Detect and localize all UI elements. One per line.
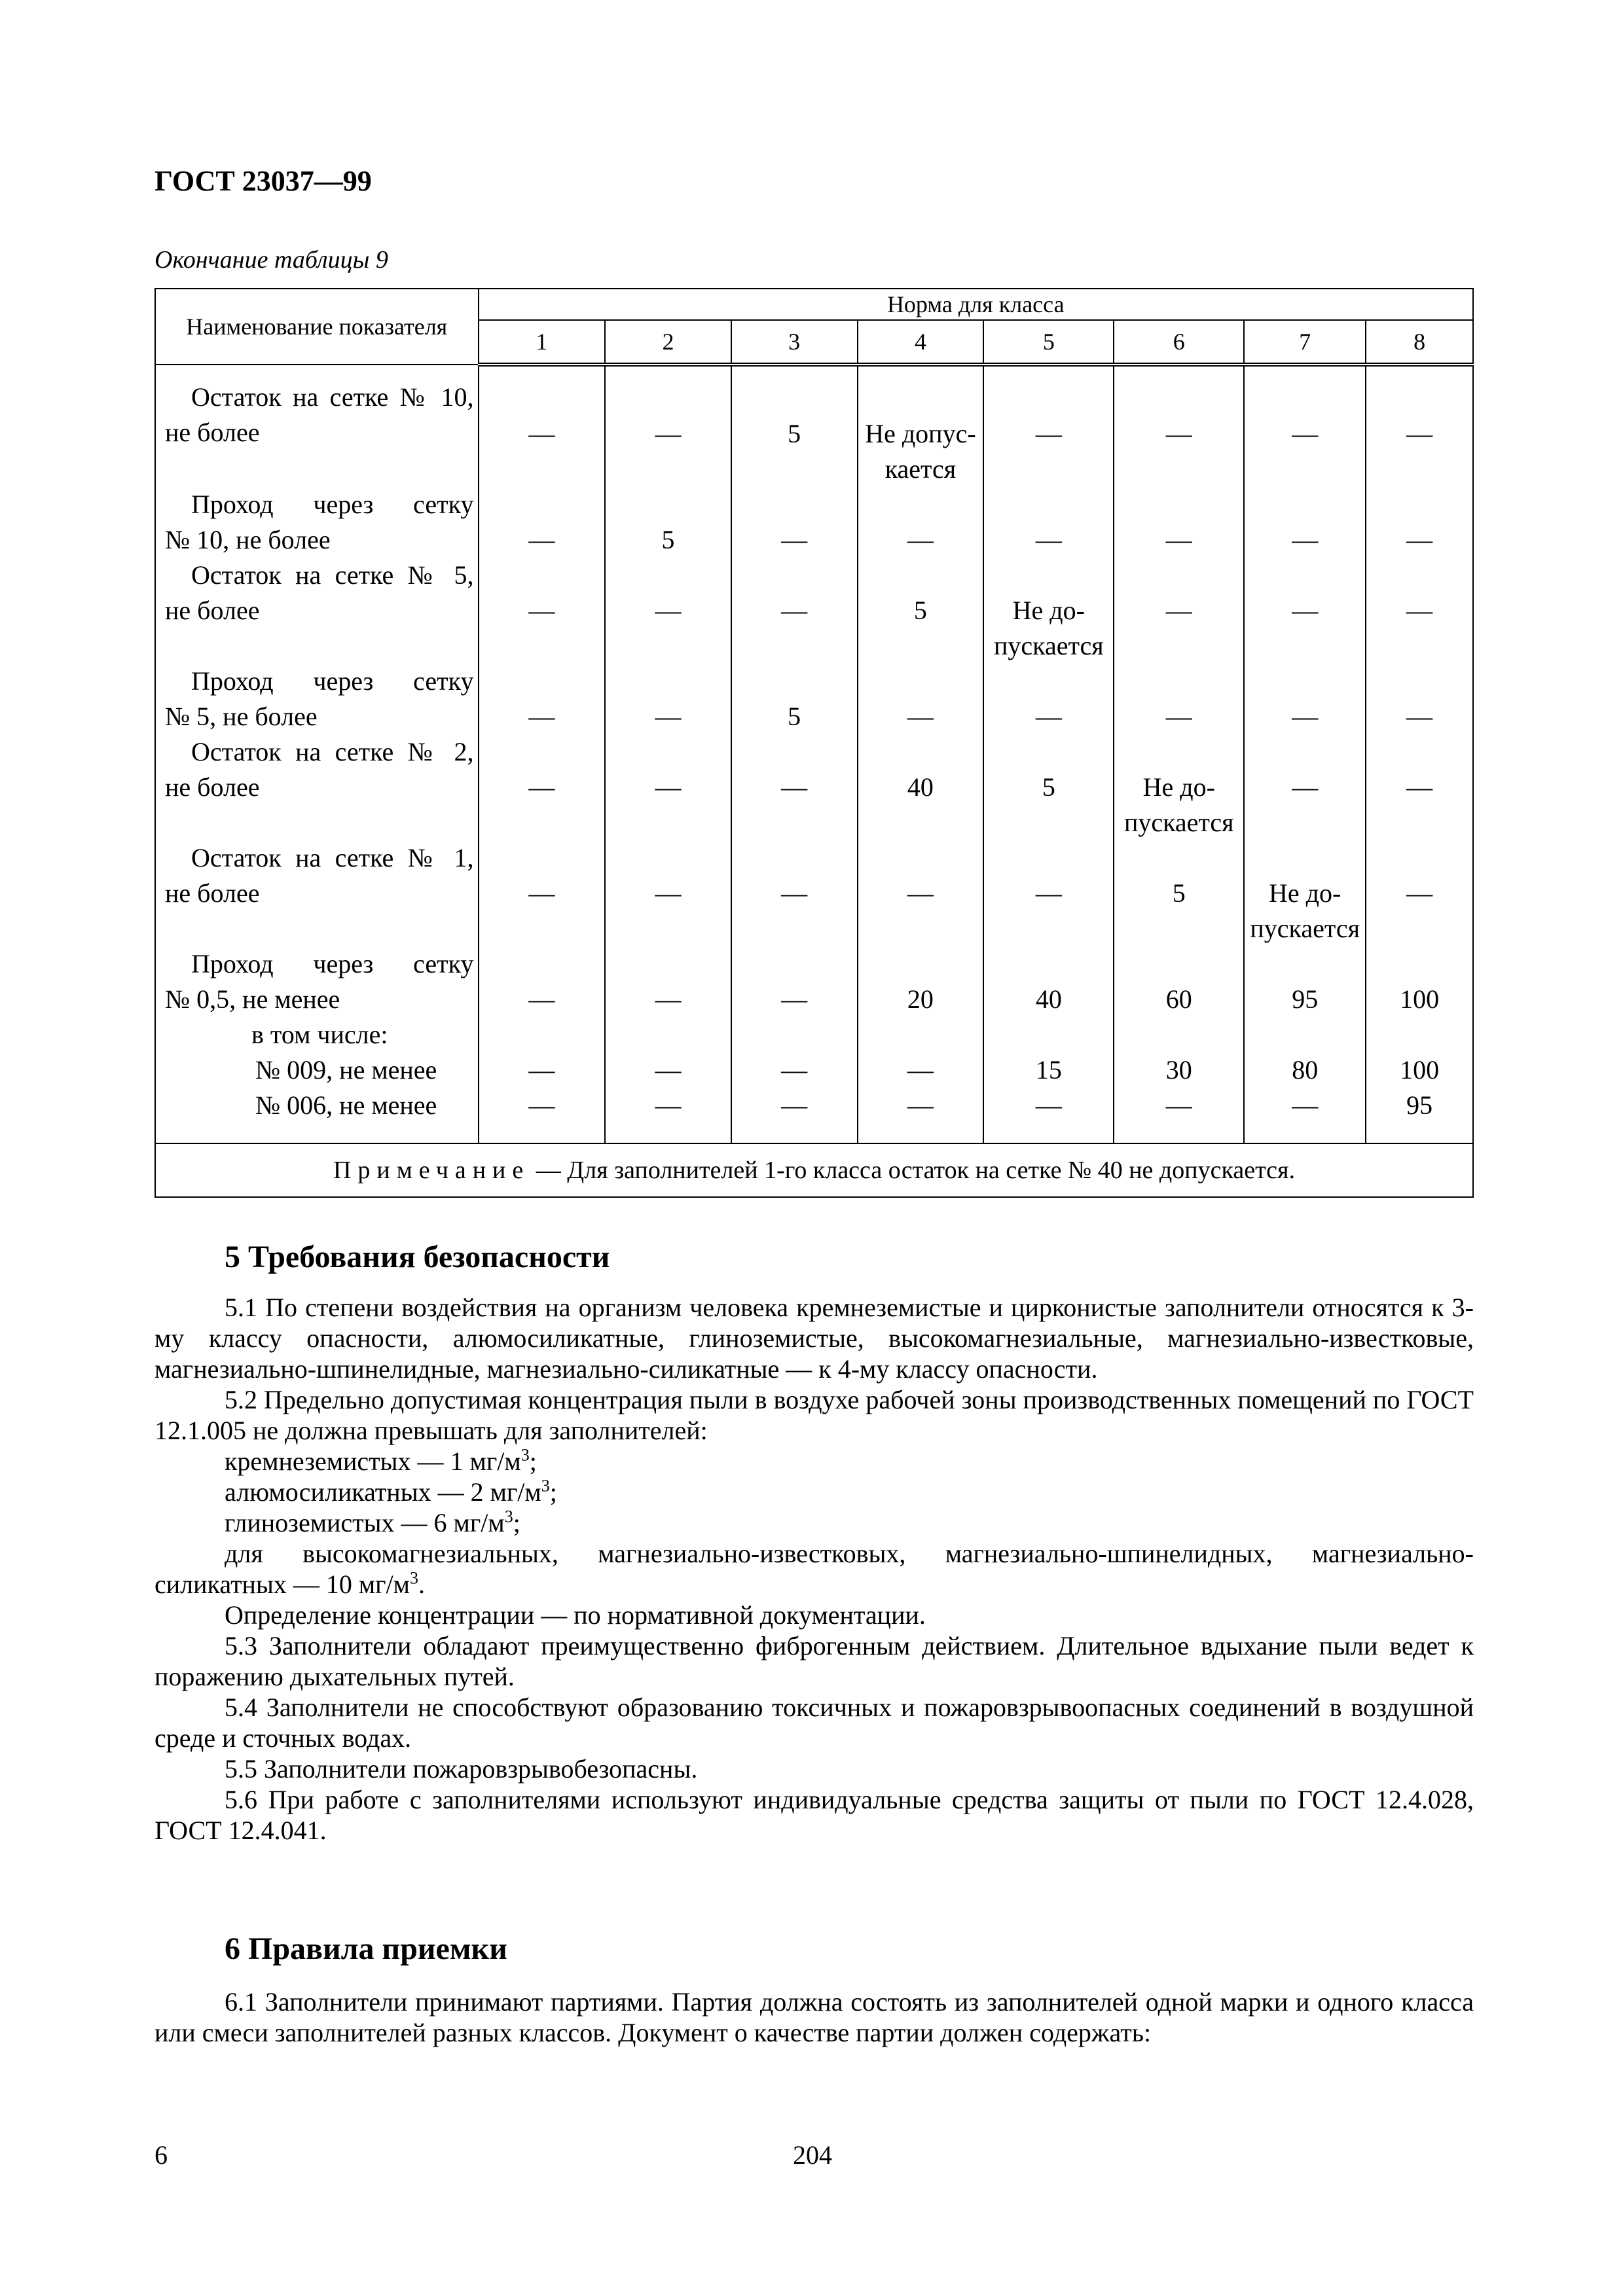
class-value: 95 bbox=[1366, 1088, 1473, 1143]
class-value: — bbox=[1366, 487, 1473, 558]
class-value: — bbox=[731, 734, 858, 840]
indicator-name bbox=[155, 734, 479, 840]
paragraph-5-1: 5.1 По степени воздействия на организм человека кремнеземистые и цирконистые заполнители относятся к 3-му классу опасности, алюмосиликатные, глиноземистые, высокомагнезиальные, магнезиально-известковые, магнезиально-шпинелидные, магнезиально-силикатные — к 4-му классу опасности. bbox=[155, 1293, 1474, 1384]
class-value: — bbox=[983, 840, 1114, 946]
class-value: — bbox=[1366, 558, 1473, 664]
indicator-name bbox=[155, 365, 479, 487]
class-value: — bbox=[479, 946, 606, 1052]
note-text: — Для заполнителей 1-го класса остаток на сетке № 40 не допускается. bbox=[530, 1157, 1295, 1184]
class-value: — bbox=[1244, 664, 1366, 734]
class-value: — bbox=[983, 365, 1114, 487]
class-value: 5 bbox=[605, 487, 731, 558]
note-label: Примечание bbox=[333, 1157, 530, 1184]
document-header: ГОСТ 23037—99 bbox=[155, 165, 372, 197]
concentration-method: Определение концентрации — по нормативной документации. bbox=[225, 1600, 926, 1630]
class-number: 8 bbox=[1366, 320, 1473, 365]
class-value: — bbox=[1114, 1088, 1244, 1143]
class-value: 100 bbox=[1366, 946, 1473, 1052]
class-value: 5 bbox=[1114, 840, 1244, 946]
concentration-item: глиноземистых — 6 $мг/м^3$; bbox=[225, 1507, 520, 1537]
table-row bbox=[155, 946, 1473, 1052]
class-value: 5 bbox=[731, 365, 858, 487]
paragraph-5-6: 5.6 При работе с заполнителями используют индивидуальные средства защиты от пыли по ГОСТ 12.4.028, ГОСТ 12.4.041. bbox=[155, 1785, 1474, 1845]
class-value: 20 bbox=[858, 946, 984, 1052]
paragraph-6-1: 6.1 Заполнители принимают партиями. Партия должна состоять из заполнителей одной марки и одного класса или смеси заполнителей разных классов. Документ о качестве партии должен содержать: bbox=[155, 1987, 1474, 2047]
class-number: 2 bbox=[605, 320, 731, 365]
class-value: 5 bbox=[858, 558, 984, 664]
indicator-name bbox=[155, 840, 479, 946]
class-value: — bbox=[731, 1052, 858, 1088]
section-5-title: 5 Требования безопасности bbox=[225, 1240, 610, 1274]
section-6-body bbox=[155, 1986, 1474, 2048]
concentration-item: алюмосиликатных — 2 $мг/м^3$; bbox=[225, 1476, 557, 1507]
class-value: — bbox=[731, 946, 858, 1052]
indicator-name-line: Остаток на сетке № 2, bbox=[191, 737, 474, 766]
table-row bbox=[155, 734, 1473, 840]
indicator-name bbox=[155, 558, 479, 664]
table-row bbox=[155, 487, 1473, 558]
class-value: Не до- пускается bbox=[983, 558, 1114, 664]
table-row bbox=[155, 1088, 1473, 1143]
class-number: 1 bbox=[479, 320, 606, 365]
class-value: — bbox=[858, 1088, 984, 1143]
class-value: 60 bbox=[1114, 946, 1244, 1052]
paragraph-5-2: 5.2 Предельно допустимая концентрация пыли в воздухе рабочей зоны производственных помещений по ГОСТ 12.1.005 не должна превышать для заполнителей: bbox=[155, 1385, 1474, 1445]
class-value: — bbox=[605, 1088, 731, 1143]
indicator-name-line: Проход через сетку bbox=[191, 949, 474, 978]
table-row bbox=[155, 1052, 1473, 1088]
table-row bbox=[155, 664, 1473, 734]
page-number: 6 bbox=[155, 2140, 168, 2170]
class-value: — bbox=[479, 664, 606, 734]
class-value: 40 bbox=[983, 946, 1114, 1052]
footer-number: 204 bbox=[793, 2140, 832, 2170]
table-9 bbox=[155, 288, 1474, 1198]
paragraph-5-3: 5.3 Заполнители обладают преимущественно фиброгенным действием. Длительное вдыхание пыли ведет к поражению дыхательных путей. bbox=[155, 1631, 1474, 1691]
class-number: 5 bbox=[983, 320, 1114, 365]
class-value: — bbox=[1366, 664, 1473, 734]
class-value: — bbox=[1114, 365, 1244, 487]
class-value: — bbox=[1114, 558, 1244, 664]
class-value: — bbox=[479, 558, 606, 664]
class-value: — bbox=[731, 840, 858, 946]
class-value: — bbox=[605, 734, 731, 840]
class-value: — bbox=[858, 664, 984, 734]
class-value: — bbox=[479, 1052, 606, 1088]
class-value: — bbox=[1114, 664, 1244, 734]
section-5-body bbox=[155, 1292, 1474, 1846]
class-value: — bbox=[1114, 487, 1244, 558]
class-value: — bbox=[983, 1088, 1114, 1143]
class-value: — bbox=[479, 487, 606, 558]
indicator-name-line: Проход через сетку bbox=[191, 490, 474, 519]
header-indicator-name: Наименование показателя bbox=[155, 289, 479, 365]
header-norm-for-class: Норма для класса bbox=[479, 289, 1474, 320]
table-caption: Окончание таблицы 9 bbox=[155, 246, 388, 274]
class-number: 6 bbox=[1114, 320, 1244, 365]
class-value: — bbox=[479, 840, 606, 946]
indicator-name bbox=[155, 1088, 479, 1143]
indicator-name bbox=[155, 487, 479, 558]
class-value: 30 bbox=[1114, 1052, 1244, 1088]
class-value: Не до- пускается bbox=[1244, 840, 1366, 946]
class-value: — bbox=[479, 1088, 606, 1143]
class-number: 4 bbox=[858, 320, 984, 365]
class-value: 5 bbox=[731, 664, 858, 734]
class-value: — bbox=[1244, 734, 1366, 840]
class-value: — bbox=[858, 487, 984, 558]
table-row bbox=[155, 558, 1473, 664]
paragraph-5-4: 5.4 Заполнители не способствуют образованию токсичных и пожаровзрывоопасных соединений в воздушной среде и сточных водах. bbox=[155, 1693, 1474, 1753]
class-value: — bbox=[1244, 487, 1366, 558]
class-value: — bbox=[1366, 840, 1473, 946]
class-value: — bbox=[858, 1052, 984, 1088]
paragraph-5-5: 5.5 Заполнители пожаровзрывобезопасны. bbox=[225, 1754, 698, 1784]
table-body bbox=[155, 365, 1473, 1143]
class-value: — bbox=[983, 487, 1114, 558]
indicator-name-line: № 009, не менее bbox=[255, 1055, 437, 1085]
class-value: Не допус- кается bbox=[858, 365, 984, 487]
indicator-name-line: № 0,5, не менее bbox=[165, 984, 340, 1014]
class-number: 7 bbox=[1244, 320, 1366, 365]
class-value: — bbox=[605, 664, 731, 734]
class-value: — bbox=[1366, 734, 1473, 840]
class-value: — bbox=[1244, 365, 1366, 487]
indicator-name-line: № 5, не более bbox=[165, 702, 318, 731]
class-value: 100 bbox=[1366, 1052, 1473, 1088]
class-value: 95 bbox=[1244, 946, 1366, 1052]
indicator-name-line: не более bbox=[165, 418, 260, 447]
concentration-item: кремнеземистых — 1 $мг/м^3$; bbox=[225, 1445, 537, 1476]
indicator-name-line: Остаток на сетке № 1, bbox=[191, 843, 474, 872]
class-value: — bbox=[1244, 1088, 1366, 1143]
class-value: — bbox=[605, 1052, 731, 1088]
indicator-name-line: Остаток на сетке № 10, bbox=[191, 382, 474, 412]
class-value: 40 bbox=[858, 734, 984, 840]
indicator-name-line: № 10, не более bbox=[165, 525, 331, 554]
indicator-name-line: в том числе: bbox=[251, 1020, 388, 1049]
class-value: — bbox=[479, 365, 606, 487]
class-number: 3 bbox=[731, 320, 858, 365]
class-value: — bbox=[605, 840, 731, 946]
indicator-name-line: не более bbox=[165, 596, 260, 625]
class-value: — bbox=[605, 946, 731, 1052]
class-value: — bbox=[731, 487, 858, 558]
indicator-name bbox=[155, 664, 479, 734]
class-value: — bbox=[1366, 365, 1473, 487]
table-row bbox=[155, 840, 1473, 946]
table-row bbox=[155, 365, 1473, 487]
indicator-name bbox=[155, 946, 479, 1052]
class-value: — bbox=[731, 1088, 858, 1143]
indicator-name bbox=[155, 1052, 479, 1088]
indicator-name-line: Остаток на сетке № 5, bbox=[191, 560, 474, 590]
class-value: — bbox=[605, 558, 731, 664]
indicator-name-line: не более bbox=[165, 878, 260, 908]
class-value: — bbox=[731, 558, 858, 664]
class-value: Не до- пускается bbox=[1114, 734, 1244, 840]
class-value: 15 bbox=[983, 1052, 1114, 1088]
indicator-name-line: № 006, не менее bbox=[255, 1090, 437, 1120]
class-value: — bbox=[983, 664, 1114, 734]
concentration-item: для высокомагнезиальных, магнезиально-известковых, магнезиально-шпинелидных, магнезиально-силикатных — 10 $мг/м^3$. bbox=[155, 1539, 1474, 1599]
class-value: — bbox=[479, 734, 606, 840]
section-6-title: 6 Правила приемки bbox=[225, 1931, 507, 1966]
indicator-name-line: не более bbox=[165, 772, 260, 802]
class-value: — bbox=[605, 365, 731, 487]
indicator-name-line: Проход через сетку bbox=[191, 666, 474, 696]
class-value: 5 bbox=[983, 734, 1114, 840]
class-value: — bbox=[858, 840, 984, 946]
class-value: — bbox=[1244, 558, 1366, 664]
table-note bbox=[155, 1143, 1473, 1197]
class-value: 80 bbox=[1244, 1052, 1366, 1088]
